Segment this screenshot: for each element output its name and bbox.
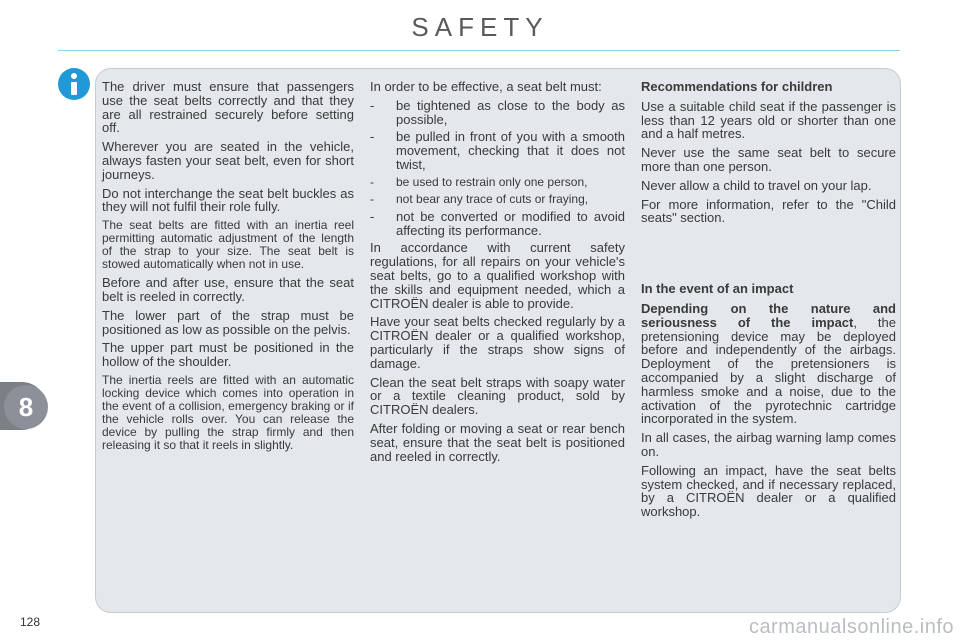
paragraph: After folding or moving a seat or rear bench seat, ensure that the seat belt is positioned and reeled in correctly. [370,420,625,464]
info-icon-bar [71,82,77,95]
paragraph: Never allow a child to travel on your lap. [641,177,872,193]
paragraph: Wherever you are seated in the vehicle, always fasten your seat belt, even for short journeys. [102,139,354,182]
watermark: carmanualsonline.info [748,616,954,638]
info-icon [58,68,90,100]
list-item: - be tightened as close to the body as possible, [370,99,625,127]
paragraph: Before and after use, ensure that the seat belt is reeled in correctly. [102,275,354,304]
paragraph: Never use the same seat belt to secure more than one person. [641,145,896,174]
section-heading: Recommendations for children [641,79,833,94]
chapter-number: 8 [4,385,48,429]
paragraph: The driver must ensure that passengers use the seat belts correctly and that they are all restrained securely before setting off. [102,79,354,136]
paragraph: In all cases, the airbag warning lamp comes on. [641,430,896,459]
paragraph: The upper part must be positioned in the hollow of the shoulder. [102,340,354,370]
paragraph: In accordance with current safety regulations, for all repairs on your vehicle's seat belts, go to a qualified workshop with the skills and equipment needed, which a CITROËN dealer is able to provide. [370,240,625,311]
section-heading: In the event of an impact [641,281,794,297]
column-children-impact [641,80,896,524]
list-item: - be pulled in front of you with a smooth movement, checking that it does not twist, [370,130,625,171]
paragraph: Have your seat belts checked regularly by a CITROËN dealer or a qualified workshop, particularly if the straps show signs of damage. [370,314,625,371]
paragraph: Do not interchange the seat belt buckles as they will not fulfil their role fully. [102,185,354,215]
paragraph-rest: , the pretensioning device may be deployed before and independently of the airbags. Deployment of the pretensioners is accompanied by a slight discharge of harmless smoke and a noise, due to the activation of the pyrotechnic cartridge incorporated in the system. [641,314,896,427]
spacer [641,230,896,282]
paragraph: Use a suitable child seat if the passenger is less than 12 years old or shorter than one and a half metres. [641,98,896,142]
info-icon-dot [71,73,77,79]
requirements-list [370,99,625,238]
paragraph-lead: Depending on the nature and seriousness of the impact [641,300,896,330]
title-divider [58,50,900,51]
list-item: - be used to restrain only one person, [370,176,625,189]
page-title: SAFETY [411,12,549,42]
paragraph [641,302,896,426]
paragraph: In order to be effective, a seat belt must: [370,79,602,94]
page-number: 128 [20,615,41,629]
paragraph: The seat belts are fitted with an inertia reel permitting automatic adjustment of the length of the strap to your size. The seat belt is stowed automatically when not in use. [102,218,354,272]
list-item: - not bear any trace of cuts or fraying, [370,193,625,206]
column-seat-belt-care [370,80,625,468]
column-driver-advice [102,80,354,457]
paragraph: The lower part of the strap must be positioned as low as possible on the pelvis. [102,307,354,337]
paragraph: For more information, refer to the "Child seats" section. [641,196,896,226]
list-item: - not be converted or modified to avoid affecting its performance. [370,210,625,238]
paragraph: Clean the seat belt straps with soapy water or a textile cleaning product, sold by CITROËN dealers. [370,374,625,418]
paragraph: The inertia reels are fitted with an automatic locking device which comes into operation in the event of a collision, emergency braking or if the vehicle rolls over. You can release the device by pulling the strap firmly and then releasing it so that it reels in slightly. [102,372,354,452]
paragraph: Following an impact, have the seat belts system checked, and if necessary replaced, by a CITROËN dealer or a qualified workshop. [641,462,896,520]
